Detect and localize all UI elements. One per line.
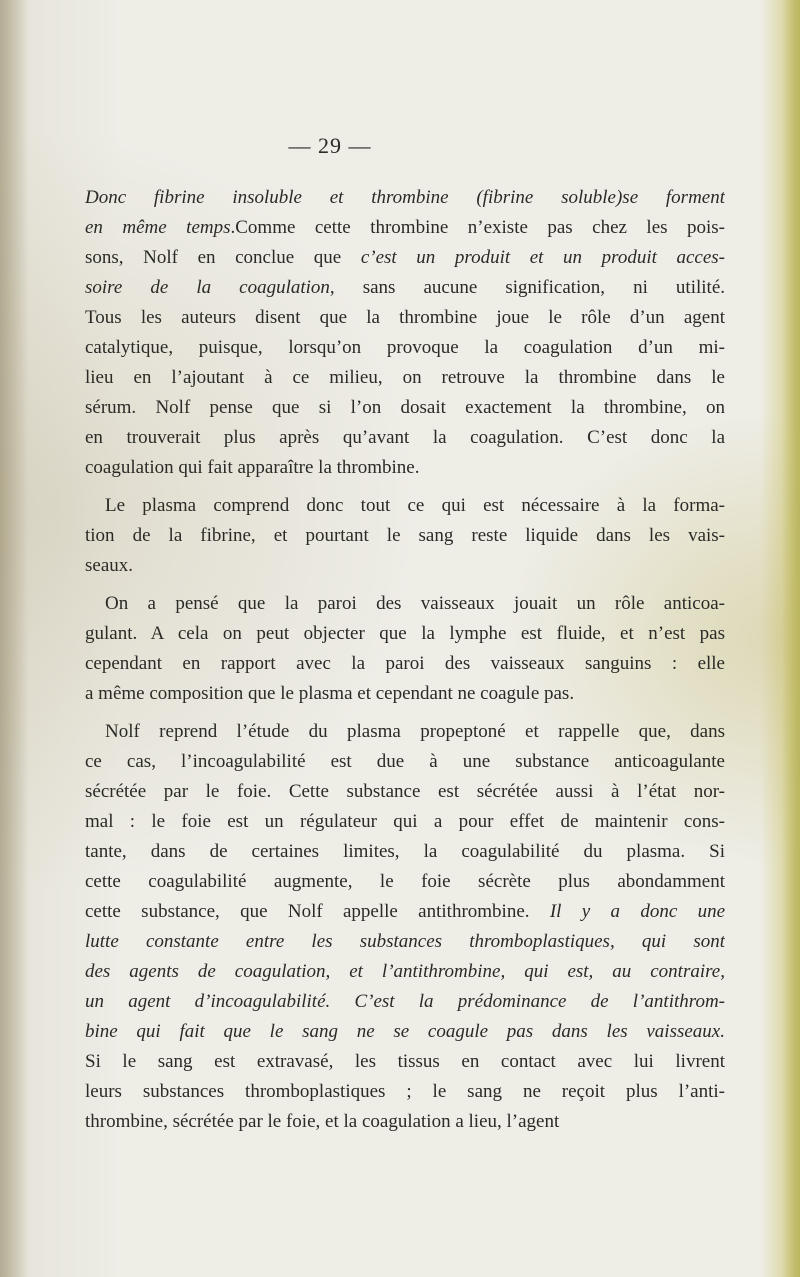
text-run: en trouverait plus après qu’avant la coagulation. C’est donc la	[85, 427, 725, 448]
paragraph-gap	[85, 709, 725, 717]
text-line	[85, 423, 725, 453]
text-run: leurs substances thromboplastiques ; le sang ne reçoit plus l’anti-	[85, 1081, 725, 1102]
text-line	[85, 1077, 725, 1107]
text-line	[85, 747, 725, 777]
text-line	[85, 927, 725, 957]
text-line	[85, 491, 725, 521]
text-run: tion de la fibrine, et pourtant le sang reste liquide dans les vais-	[85, 525, 725, 546]
text-line	[85, 303, 725, 333]
text-line	[85, 987, 725, 1017]
text-run: catalytique, puisque, lorsqu’on provoque la coagulation d’un mi-	[85, 337, 725, 358]
italic-text: lutte constante entre les substances thromboplastiques, qui sont	[85, 931, 725, 952]
text-run: Si le sang est extravasé, les tissus en contact avec lui livrent	[85, 1051, 725, 1072]
text-line	[85, 1047, 725, 1077]
paragraph	[85, 183, 725, 483]
text-run: cette coagulabilité augmente, le foie sécrète plus abondamment	[85, 871, 725, 892]
page-number: — 29 —	[288, 133, 372, 158]
text-line	[85, 957, 725, 987]
text-run: seaux.	[85, 555, 134, 576]
italic-text: Il y a donc une	[549, 901, 725, 922]
text-run: sécrétée par le foie. Cette substance est sécrétée aussi à l’état nor-	[85, 781, 725, 802]
paragraph	[85, 717, 725, 1137]
text-line	[85, 183, 725, 213]
text-run: tante, dans de certaines limites, la coagulabilité du plasma. Si	[85, 841, 725, 862]
text-line	[85, 551, 725, 581]
italic-text: c’est un produit et un produit acces-	[360, 247, 725, 268]
text-line	[85, 453, 725, 483]
paragraph	[85, 491, 725, 581]
text-run: Nolf reprend l’étude du plasma propeptoné et rappelle que, dans	[105, 721, 725, 742]
italic-text: soire de la coagulation	[85, 277, 330, 298]
text-run: thrombine, sécrétée par le foie, et la coagulation a lieu, l’agent	[85, 1111, 560, 1132]
text-run: On a pensé que la paroi des vaisseaux jouait un rôle anticoa-	[105, 593, 725, 614]
text-run: Le plasma comprend donc tout ce qui est nécessaire à la forma-	[105, 495, 725, 516]
binding-shadow	[0, 0, 28, 1277]
text-line	[85, 717, 725, 747]
text-run: ce cas, l’incoagulabilité est due à une substance anticoagulante	[85, 751, 725, 772]
paragraph-gap	[85, 581, 725, 589]
italic-text: un agent d’incoagulabilité. C’est la prédominance de l’antithrom-	[85, 991, 725, 1012]
text-line	[85, 273, 725, 303]
text-line	[85, 777, 725, 807]
text-line	[85, 333, 725, 363]
text-run: a même composition que le plasma et cependant ne coagule pas.	[85, 683, 575, 704]
page-edge	[782, 0, 800, 1277]
body-text	[85, 183, 725, 1137]
text-run: gulant. A cela on peut objecter que la lymphe est fluide, et n’est pas	[85, 623, 725, 644]
text-run: coagulation qui fait apparaître la thrombine.	[85, 457, 420, 478]
text-line	[85, 213, 725, 243]
text-line	[85, 679, 725, 709]
text-line	[85, 807, 725, 837]
text-line	[85, 589, 725, 619]
paragraph	[85, 589, 725, 709]
text-run: .Comme cette thrombine n’existe pas chez les pois-	[230, 217, 725, 238]
italic-text: des agents de coagulation, et l’antithrombine, qui est, au contraire,	[85, 961, 725, 982]
text-run: sons, Nolf en conclue que	[85, 247, 361, 268]
text-line	[85, 867, 725, 897]
italic-text: bine qui fait que le sang ne se coagule pas dans les vaisseaux.	[85, 1021, 725, 1042]
text-line	[85, 1017, 725, 1047]
text-run: sérum. Nolf pense que si l’on dosait exactement la thrombine, on	[85, 397, 725, 418]
text-run: cette substance, que Nolf appelle antithrombine.	[85, 901, 550, 922]
text-line	[85, 897, 725, 927]
text-line	[85, 521, 725, 551]
text-line	[85, 619, 725, 649]
text-run: mal : le foie est un régulateur qui a pour effet de maintenir cons-	[85, 811, 725, 832]
text-run: cependant en rapport avec la paroi des vaisseaux sanguins : elle	[85, 653, 725, 674]
text-run: , sans aucune signification, ni utilité.	[329, 277, 725, 298]
text-line	[85, 649, 725, 679]
text-run: Tous les auteurs disent que la thrombine joue le rôle d’un agent	[85, 307, 725, 328]
italic-text: en même temps	[85, 217, 231, 238]
text-line	[85, 393, 725, 423]
text-run: lieu en l’ajoutant à ce milieu, on retrouve la thrombine dans le	[85, 367, 725, 388]
text-line	[85, 837, 725, 867]
text-line	[85, 363, 725, 393]
text-line	[85, 243, 725, 273]
paragraph-gap	[85, 483, 725, 491]
text-line	[85, 1107, 725, 1137]
italic-text: Donc fibrine insoluble et thrombine (fibrine soluble)se forment	[85, 187, 725, 208]
